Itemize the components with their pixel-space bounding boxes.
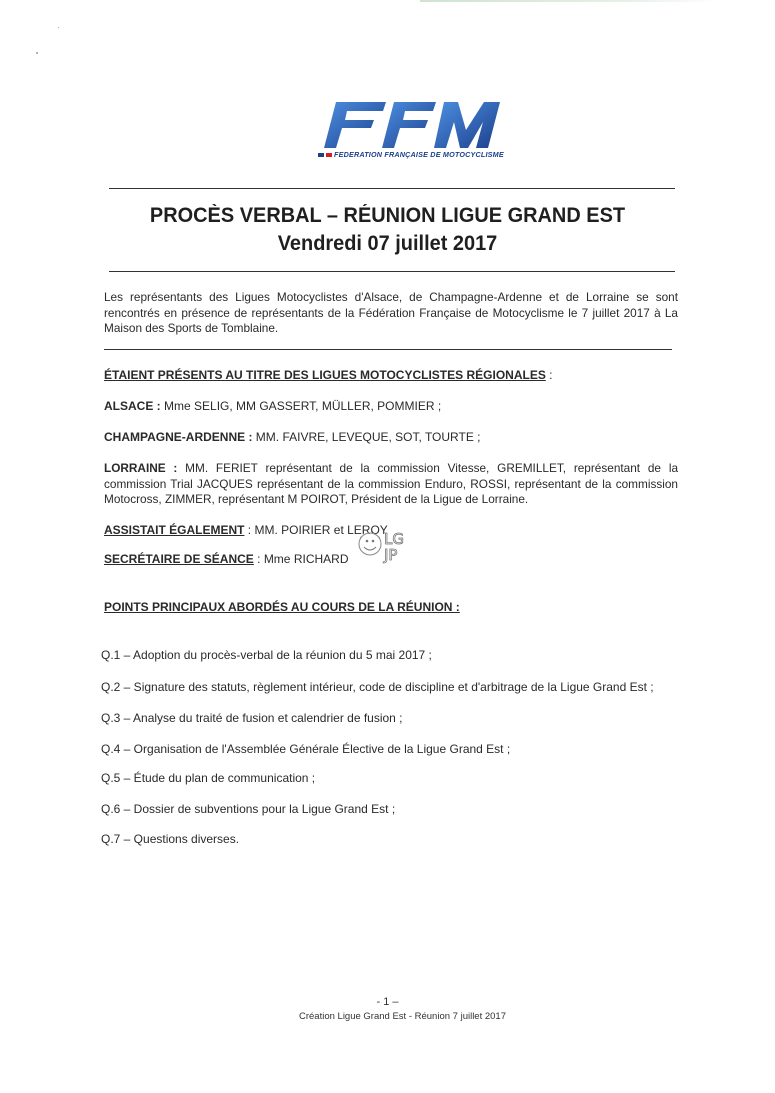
champagne-line [104,430,481,444]
alsace-label: ALSACE : [104,399,161,413]
scan-speck [58,27,59,28]
page-number: - 1 – [376,996,399,1008]
logo-subtitle-text: FEDERATION FRANÇAISE DE MOTOCYCLISME [334,150,504,159]
title-top-rule [109,188,675,189]
logo-subtitle [318,150,504,159]
ffm-logo [316,100,506,166]
intro-rule [104,349,672,350]
attendance-heading [104,368,553,382]
document-date: Vendredi 07 juillet 2017 [277,232,498,255]
document-title: PROCÈS VERBAL – RÉUNION LIGUE GRAND EST [149,204,626,227]
secretaire-text: : Mme RICHARD [253,552,349,566]
agenda-item: Q.2 – Signature des statuts, règlement intérieur, code de discipline et d'arbitrage de la Ligue Grand Est ; [101,680,654,694]
footer-caption: Création Ligue Grand Est - Réunion 7 juillet 2017 [298,1011,506,1022]
agenda-item: Q.3 – Analyse du traité de fusion et calendrier de fusion ; [101,711,403,725]
agenda-item: Q.5 – Étude du plan de communication ; [101,771,316,785]
agenda-item: Q.1 – Adoption du procès-verbal de la réunion du 5 mai 2017 ; [101,648,432,662]
alsace-members: Mme SELIG, MM GASSERT, MÜLLER, POMMIER ; [160,399,442,413]
lorraine-label: LORRAINE : [104,461,178,475]
flag-blue-mark [318,153,324,157]
stamp-line2: JP [384,546,398,564]
title-bottom-rule [109,271,675,272]
lorraine-members: MM. FERIET représentant de la commission Vitesse, GREMILLET, représentant de la commission Trial JACQUES représentant de la commission Enduro, ROSSI, représentant de la commission Motocross, ZIMMER, représentant M POIROT, Président de la Ligue de Lorraine. [104,461,679,506]
intro-paragraph: Les représentants des Ligues Motocyclistes d'Alsace, de Champagne-Ardenne et de Lorraine se sont rencontrés en présence de représentants de la Fédération Française de Motocyclisme le 7 juillet 2017 à La Maison des Sports de Tomblaine. [104,290,678,335]
attendance-heading-suffix: : [545,368,553,382]
assistait-text: : MM. POIRIER et LEROY [244,523,388,537]
agenda-item: Q.7 – Questions diverses. [101,832,240,846]
scan-edge [420,0,720,2]
agenda-heading-text: POINTS PRINCIPAUX ABORDÉS AU COURS DE LA RÉUNION : [104,600,460,614]
agenda-heading [104,600,460,614]
secretaire-line [104,552,348,566]
alsace-line [104,399,441,413]
assistait-line [104,523,388,537]
champagne-label: CHAMPAGNE-ARDENNE : [104,430,253,444]
scan-speck [36,52,38,54]
flag-red-mark [326,153,332,157]
stamp-line1: LG [384,530,404,548]
secretaire-label: SECRÉTAIRE DE SÉANCE [104,552,254,566]
lorraine-paragraph [104,461,678,508]
agenda-item: Q.6 – Dossier de subventions pour la Ligue Grand Est ; [101,802,396,816]
stamp-graphic [356,526,416,566]
ffm-logo-graphic [316,100,506,150]
agenda-item: Q.4 – Organisation de l'Assemblée Générale Élective de la Ligue Grand Est ; [101,742,511,756]
assistait-label: ASSISTAIT ÉGALEMENT [104,523,245,537]
attendance-heading-text: ÉTAIENT PRÉSENTS AU TITRE DES LIGUES MOTOCYCLISTES RÉGIONALES [104,368,546,382]
initials-stamp [356,526,416,566]
champagne-members: MM. FAIVRE, LEVEQUE, SOT, TOURTE ; [252,430,481,444]
